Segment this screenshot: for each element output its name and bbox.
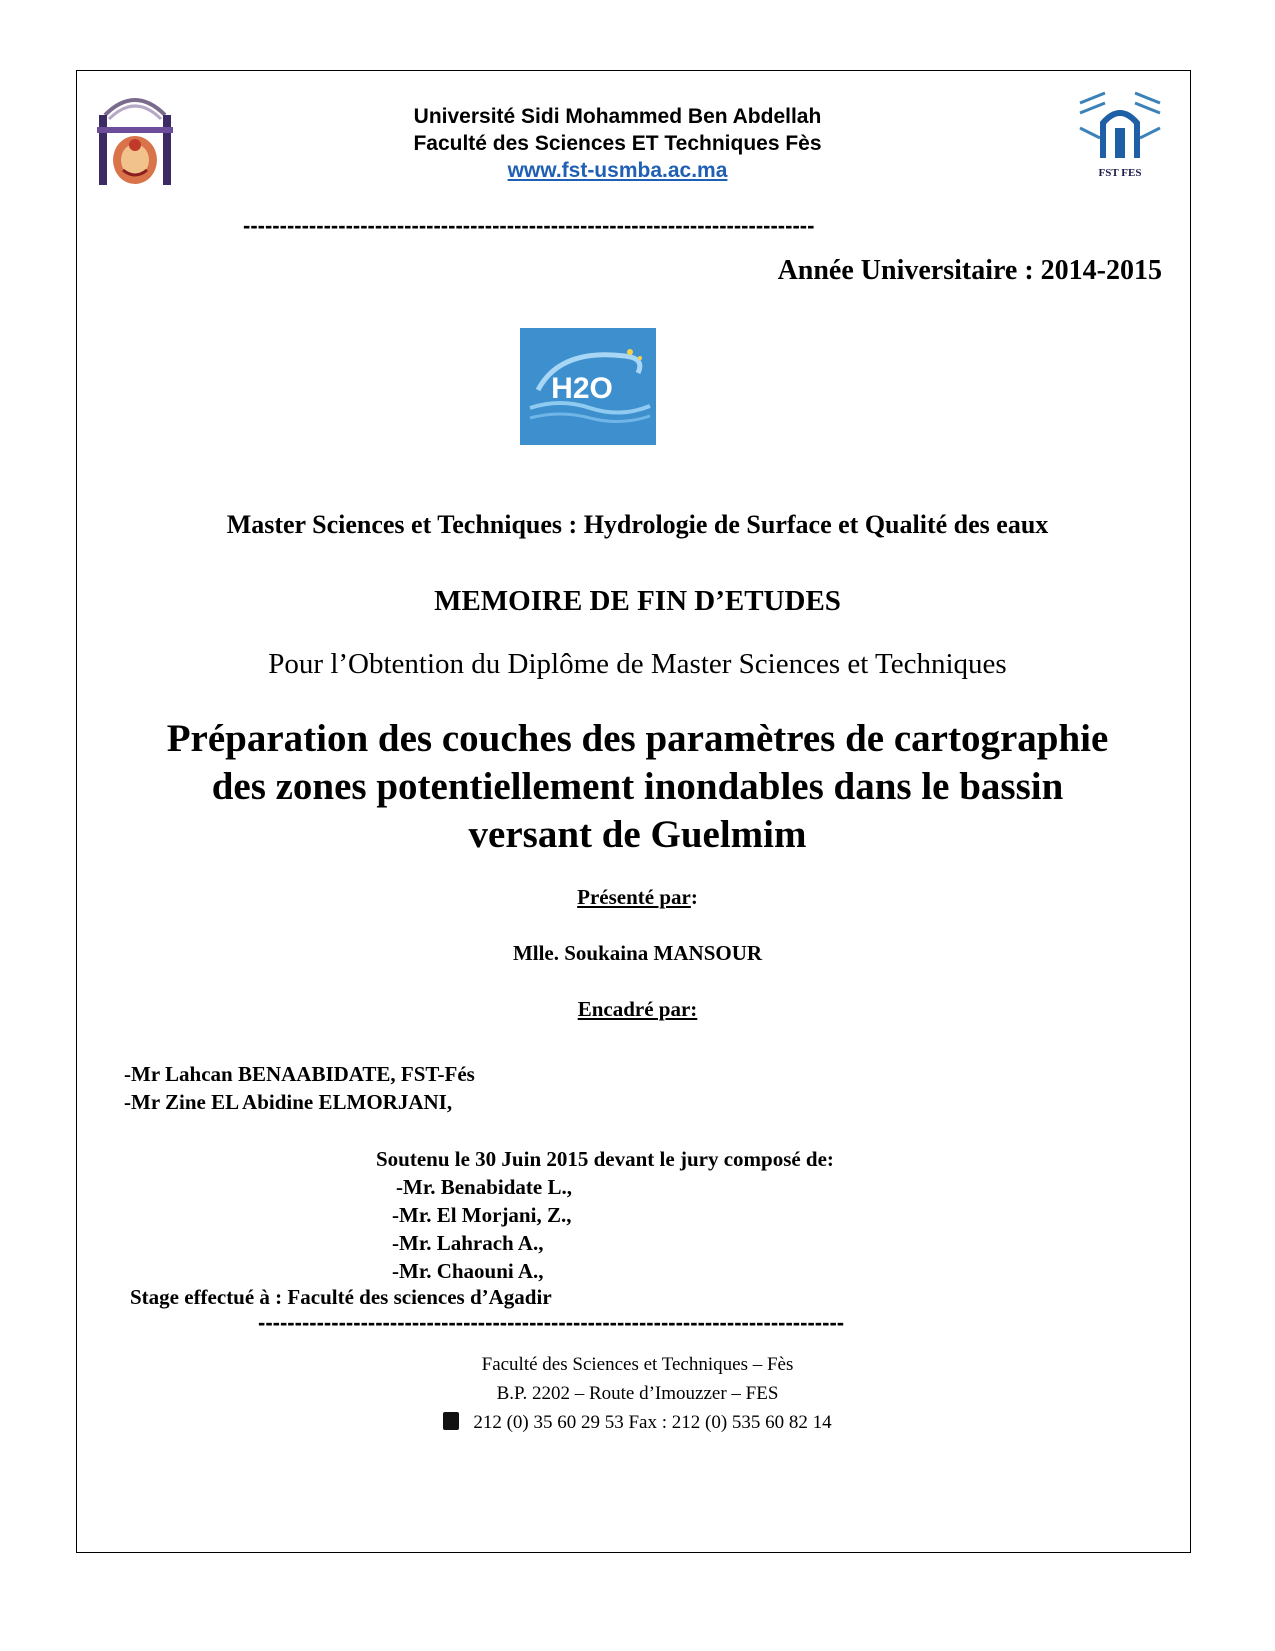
jury-intro: Soutenu le 30 Juin 2015 devant le jury composé de:	[376, 1147, 834, 1171]
internship-location: Stage effectué à : Faculté des sciences d’Agadir	[130, 1285, 552, 1309]
supervised-by-label: Encadré par:	[577, 997, 698, 1021]
jury-block	[376, 1145, 834, 1285]
footer-address	[0, 1350, 1275, 1437]
thesis-title-line: des zones potentiellement inondables dans le bassin	[211, 765, 1064, 808]
supervisor-item: -Mr Lahcan BENAABIDATE, FST-Fés	[124, 1062, 475, 1086]
faculty-name: Faculté des Sciences ET Techniques Fès	[413, 132, 822, 155]
thesis-title-line: versant de Guelmim	[468, 813, 807, 856]
presented-by-colon: :	[690, 885, 698, 909]
presented-by-heading	[0, 885, 1275, 910]
phone-icon	[443, 1412, 459, 1430]
supervisors-list	[124, 1060, 475, 1116]
jury-member: -Mr. Chaouni A.,	[392, 1259, 544, 1283]
website-link[interactable]: www.fst-usmba.ac.ma	[507, 159, 728, 182]
bottom-separator: --------------------------------------------------------------------------------	[258, 1310, 845, 1335]
thesis-title-line: Préparation des couches des paramètres de cartographie	[166, 717, 1109, 760]
h2o-logo-graphic	[520, 328, 656, 445]
university-name: Université Sidi Mohammed Ben Abdellah	[413, 105, 822, 128]
memoire-heading: MEMOIRE DE FIN D’ETUDES	[434, 585, 841, 617]
student-name: Mlle. Soukaina MANSOUR	[512, 941, 763, 965]
jury-member: -Mr. El Morjani, Z.,	[392, 1203, 572, 1227]
academic-year: Année Universitaire : 2014-2015	[777, 255, 1162, 286]
diploma-statement: Pour l’Obtention du Diplôme de Master Sciences et Techniques	[268, 648, 1007, 680]
h2o-logo-text: H2O	[551, 372, 613, 405]
master-program: Master Sciences et Techniques : Hydrologie de Surface et Qualité des eaux	[226, 510, 1049, 539]
supervisor-item: -Mr Zine EL Abidine ELMORJANI,	[124, 1090, 453, 1114]
h2o-logo	[520, 328, 656, 445]
university-seal-logo	[95, 85, 175, 190]
footer-contact	[0, 1408, 1275, 1437]
presented-by-label: Présenté par	[577, 885, 691, 909]
jury-member: -Mr. Lahrach A.,	[392, 1231, 544, 1255]
fst-fes-caption: FST FES	[1098, 167, 1142, 179]
institution-header	[300, 103, 935, 184]
fst-fes-logo	[1075, 88, 1165, 183]
top-separator: ------------------------------------------------------------------------------	[243, 213, 815, 238]
thesis-title	[110, 715, 1165, 859]
footer-line: Faculté des Sciences et Techniques – Fès	[481, 1354, 794, 1375]
footer-line: B.P. 2202 – Route d’Imouzzer – FES	[496, 1383, 779, 1404]
jury-member: -Mr. Benabidate L.,	[396, 1175, 572, 1199]
supervised-by-heading	[0, 997, 1275, 1022]
footer-line: 212 (0) 35 60 29 53 Fax : 212 (0) 535 60 82 14	[473, 1412, 832, 1433]
